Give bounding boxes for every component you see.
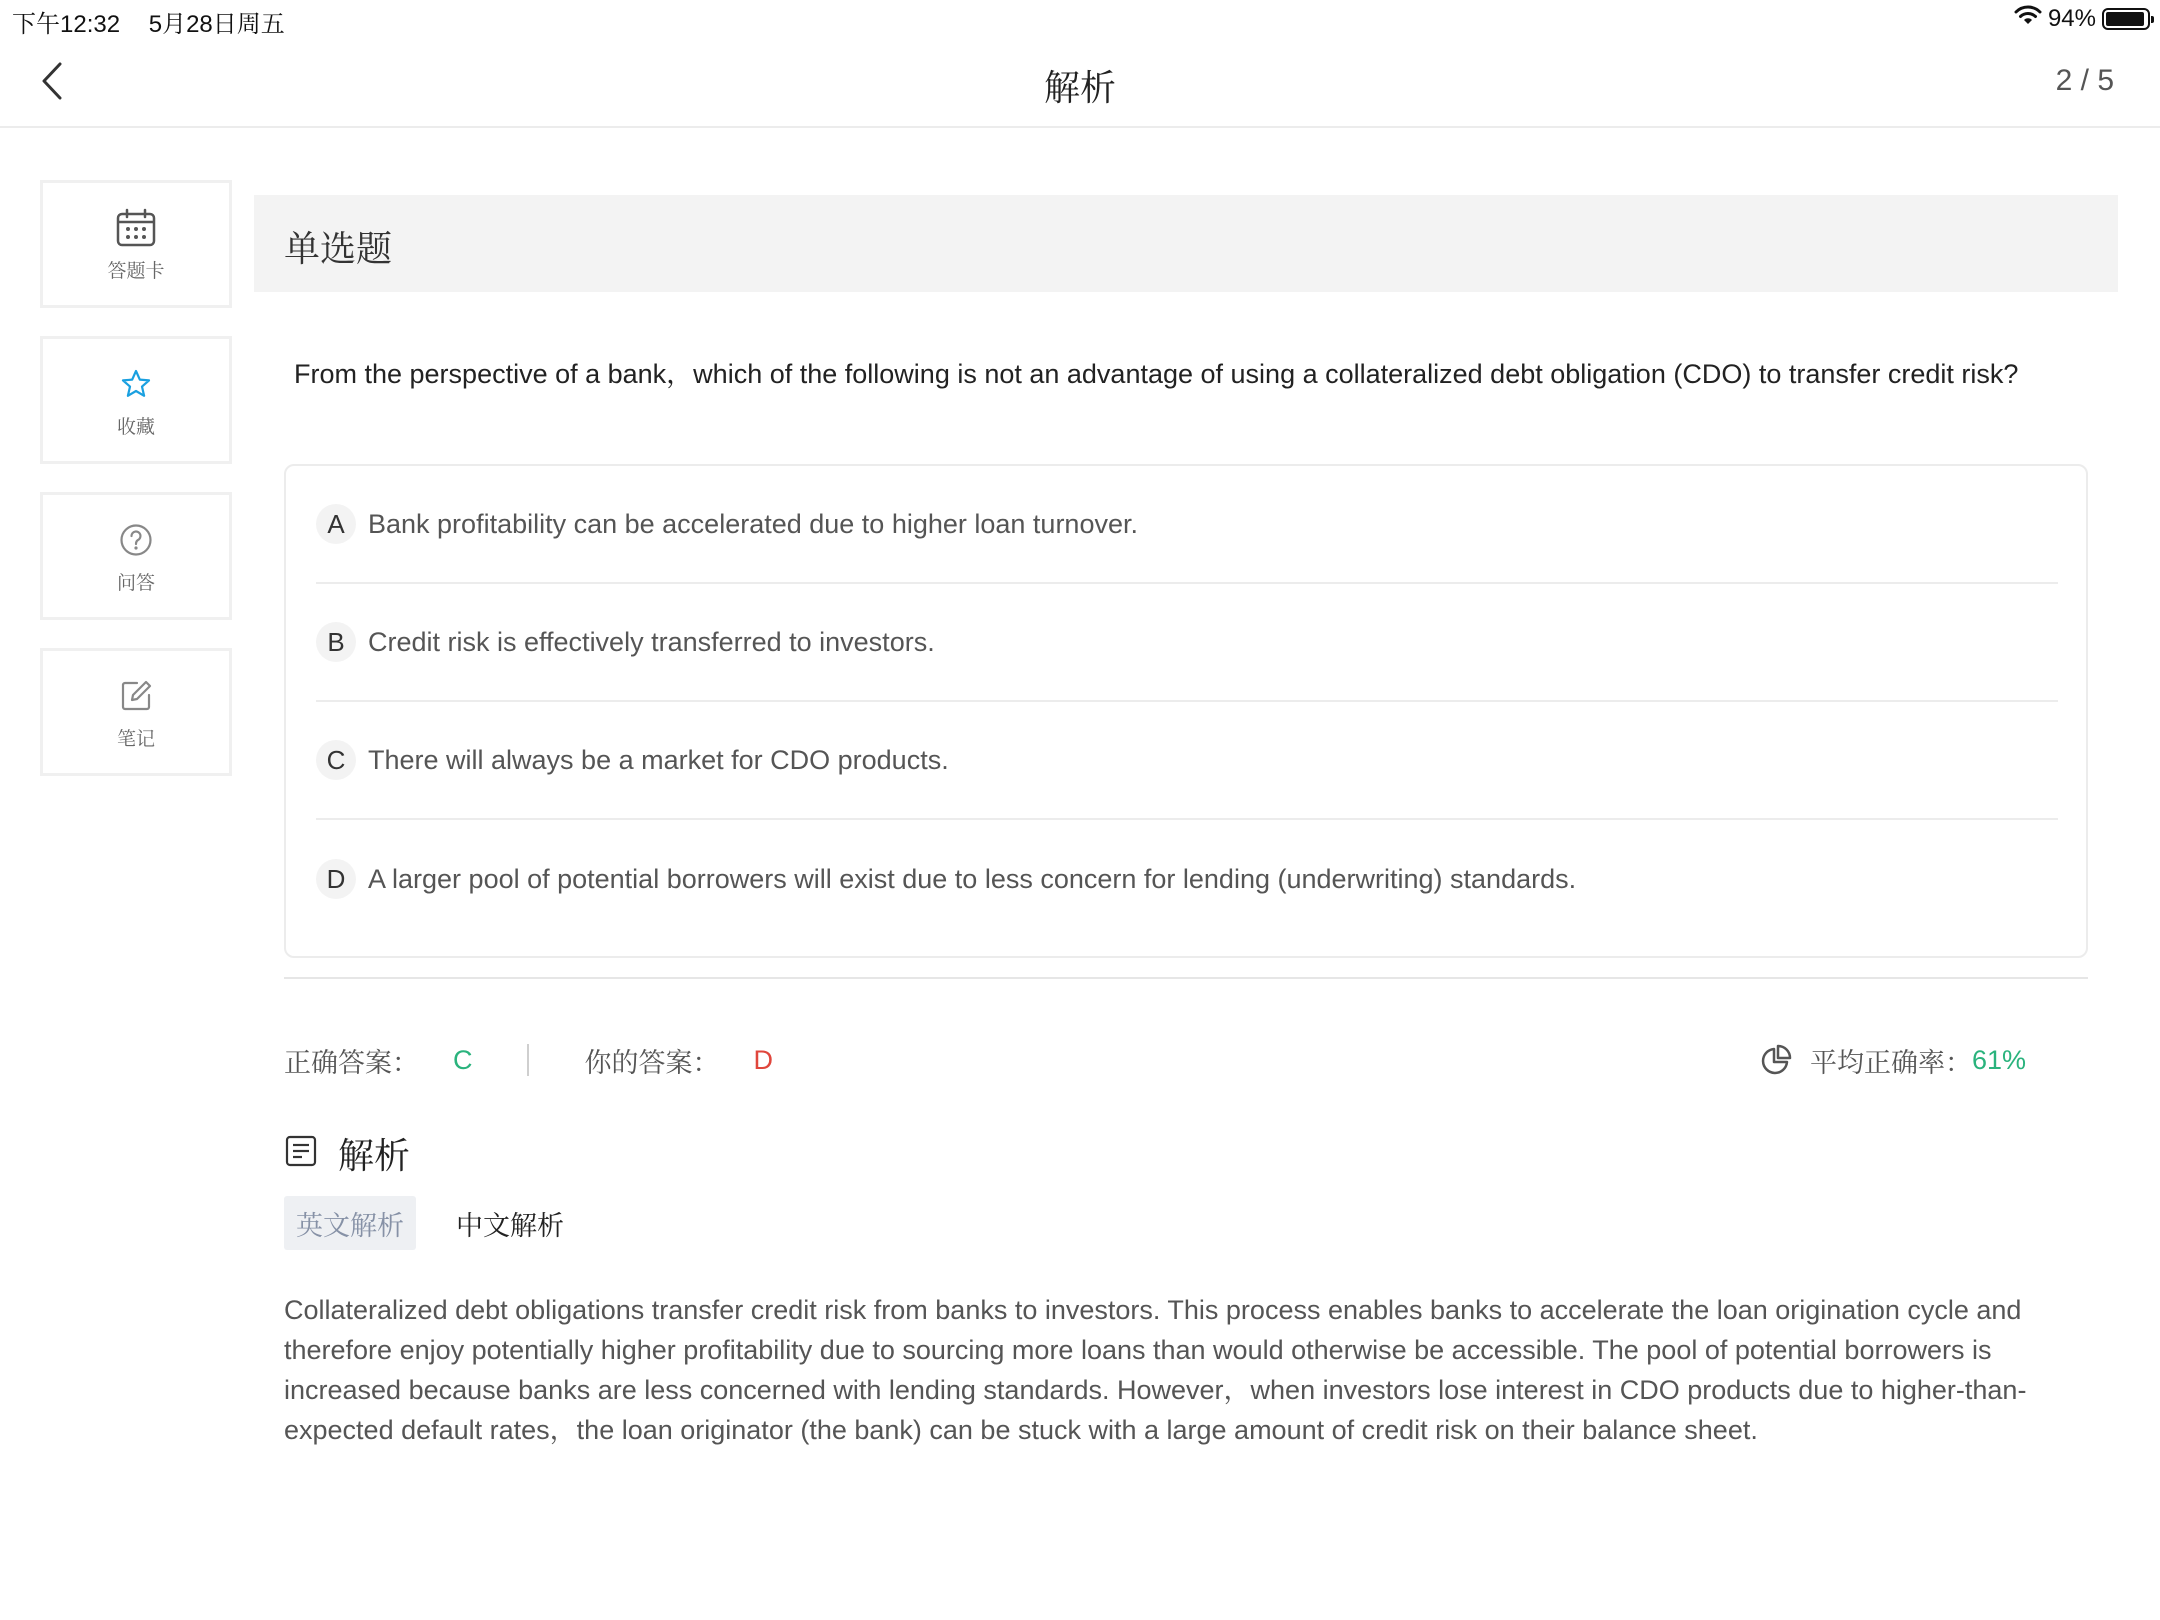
calendar-grid-icon: [114, 206, 158, 250]
answer-separator: [527, 1044, 529, 1076]
star-icon: [114, 362, 158, 406]
nav-bar: [0, 42, 2160, 128]
status-left: [12, 4, 285, 39]
edit-note-icon: [114, 674, 158, 718]
option-text: A larger pool of potential borrowers will exist due to less concern for lending (underwriting) standards.: [368, 863, 1577, 894]
option-letter: A: [316, 504, 356, 544]
analysis-title: 解析: [338, 1135, 411, 1176]
your-answer-label: 你的答案：: [584, 1047, 720, 1078]
qa-label: 问答: [116, 572, 155, 594]
option-c[interactable]: [316, 702, 2058, 820]
tab-chinese-analysis[interactable]: 中文解析: [456, 1210, 564, 1241]
status-right: [2014, 4, 2150, 33]
option-letter: C: [316, 740, 356, 780]
option-text: Credit risk is effectively transferred to investors.: [368, 626, 935, 657]
average-accuracy: [1760, 1040, 2026, 1080]
favorite-label: 收藏: [116, 416, 155, 438]
pie-chart-icon: [1760, 1044, 1792, 1076]
question-counter: 2 / 5: [2055, 64, 2114, 97]
your-answer-value: D: [753, 1044, 773, 1075]
status-time: 下午12:32: [12, 11, 121, 38]
option-text: Bank profitability can be accelerated due to higher loan turnover.: [368, 508, 1138, 539]
status-bar: [0, 0, 2160, 42]
analysis-header: [284, 1128, 410, 1179]
option-a[interactable]: [316, 466, 2058, 584]
correct-answer-label: 正确答案：: [284, 1047, 419, 1078]
battery-fill: [2106, 12, 2144, 26]
battery-percent: 94%: [2047, 4, 2096, 32]
option-d[interactable]: [316, 820, 2058, 938]
favorite-button[interactable]: [40, 336, 232, 464]
option-b[interactable]: [316, 584, 2058, 702]
answer-summary: [284, 1040, 773, 1080]
tab-english-analysis[interactable]: 英文解析: [284, 1196, 416, 1250]
accuracy-label: 平均正确率：: [1809, 1047, 1972, 1078]
notes-label: 笔记: [116, 728, 155, 750]
analysis-tabs: [284, 1196, 576, 1250]
option-letter: D: [316, 859, 356, 899]
page-title: 解析: [1043, 67, 1116, 108]
question-type-bar: [254, 195, 2118, 292]
notes-button[interactable]: [40, 648, 232, 776]
option-text: There will always be a market for CDO products.: [368, 744, 949, 775]
section-divider: [284, 977, 2088, 979]
document-icon: [284, 1134, 318, 1173]
correct-answer-value: C: [453, 1044, 473, 1075]
wifi-icon: [2014, 4, 2042, 33]
answer-sheet-button[interactable]: [40, 180, 232, 308]
question-text: From the perspective of a bank，which of the following is not an advantage of using a collateralized debt obligation (CDO) to transfer credit risk?: [294, 359, 2019, 389]
question-circle-icon: [114, 518, 158, 562]
accuracy-value: 61%: [1971, 1044, 2026, 1075]
analysis-text: Collateralized debt obligations transfer credit risk from banks to investors. This process enables banks to accelerate the loan origination cycle and therefore enjoy potentially higher profitability due to sourcing more loans than would otherwise be accessible. The pool of potential borrowers is increased because banks are less concerned with lending standards. However，when investors lose interest in CDO products due to higher-than-expected default rates，the loan originator (the bank) can be stuck with a large amount of credit risk on their balance sheet.: [284, 1295, 2027, 1445]
question-type: 单选题: [284, 228, 393, 269]
option-letter: B: [316, 622, 356, 662]
answer-sheet-label: 答题卡: [107, 260, 165, 282]
options-list: [284, 464, 2088, 958]
status-date: 5月28日周五: [148, 11, 285, 38]
battery-icon: [2102, 8, 2150, 30]
qa-button[interactable]: [40, 492, 232, 620]
